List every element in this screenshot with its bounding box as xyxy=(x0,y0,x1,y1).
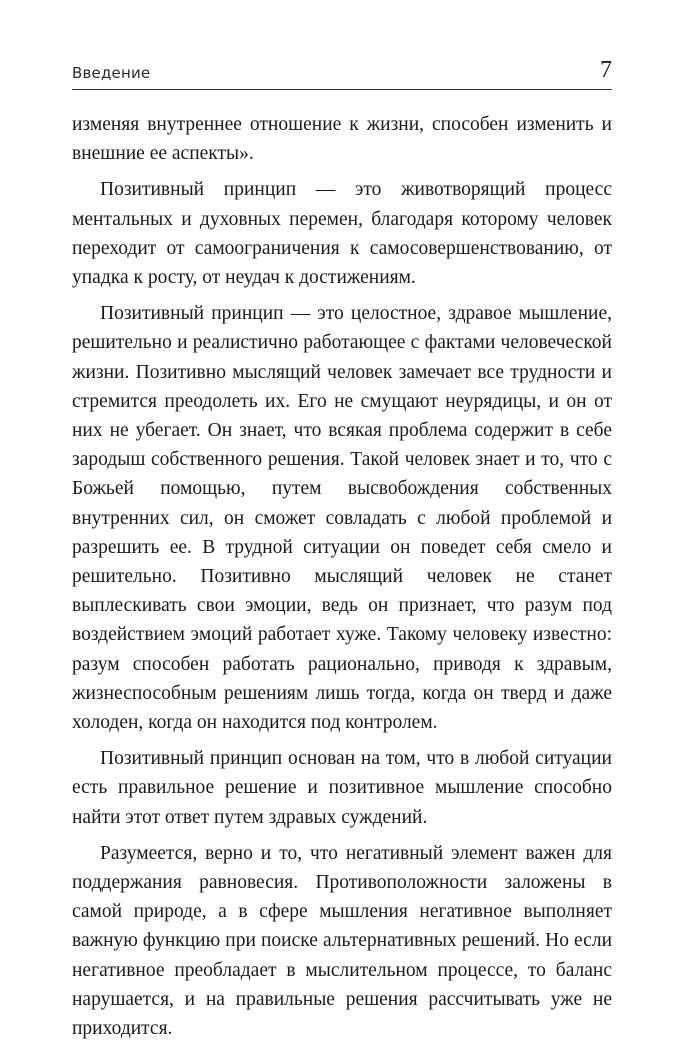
running-head: Введение xyxy=(72,64,151,82)
paragraph: Позитивный принцип основан на том, что в любой ситуации есть правильное решение и позитивное мышление способно найти этот ответ путем здравых суждений. xyxy=(72,748,612,828)
page-header xyxy=(72,58,612,88)
header-rule xyxy=(72,89,612,91)
paragraph: Позитивный принцип — это животворящий процесс ментальных и духовных перемен, благодаря которому человек переходит от самоограничения к самосовершенствованию, от упадка к росту, от неудач к достижениям. xyxy=(72,179,612,289)
paragraph-continuation: изменяя внутреннее отношение к жизни, способен изменить и внешние ее аспекты». xyxy=(72,114,612,165)
paragraph: Разумеется, верно и то, что негативный элемент важен для поддержания равновесия. Противоположности заложены в самой природе, а в сфере мышления негативное выполняет важную функцию при поиске альтернативных решений. Но если негативное преобладает в мыслительном процессе, то баланс нарушается, и на правильные решения рассчитывать уже не приходится. xyxy=(72,842,612,1040)
body-text xyxy=(72,110,612,1043)
page-number: 7 xyxy=(600,57,612,83)
paragraph: Позитивный принцип — это целостное, здравое мышление, решительно и реалистично работающее с фактами человеческой жизни. Позитивно мыслящий человек замечает все трудности и стремится преодолеть их. Его не смущают неурядицы, и он от них не убегает. Он знает, что всякая проблема содержит в себе зародыш собственного решения. Такой человек знает и то, что с Божьей помощью, путем высвобождения собственных внутренних сил, он сможет совладать с любой проблемой и разрешить ее. В трудной ситуации он поведет себя смело и решительно. Позитивно мыслящий человек не станет выплескивать свои эмоции, ведь он признает, что разум под воздействием эмоций работает хуже. Такому человеку известно: разум способен работать рационально, приводя к здравым, жизнеспособным решениям лишь тогда, когда он тверд и даже холоден, когда он находится под контролем. xyxy=(72,303,612,734)
